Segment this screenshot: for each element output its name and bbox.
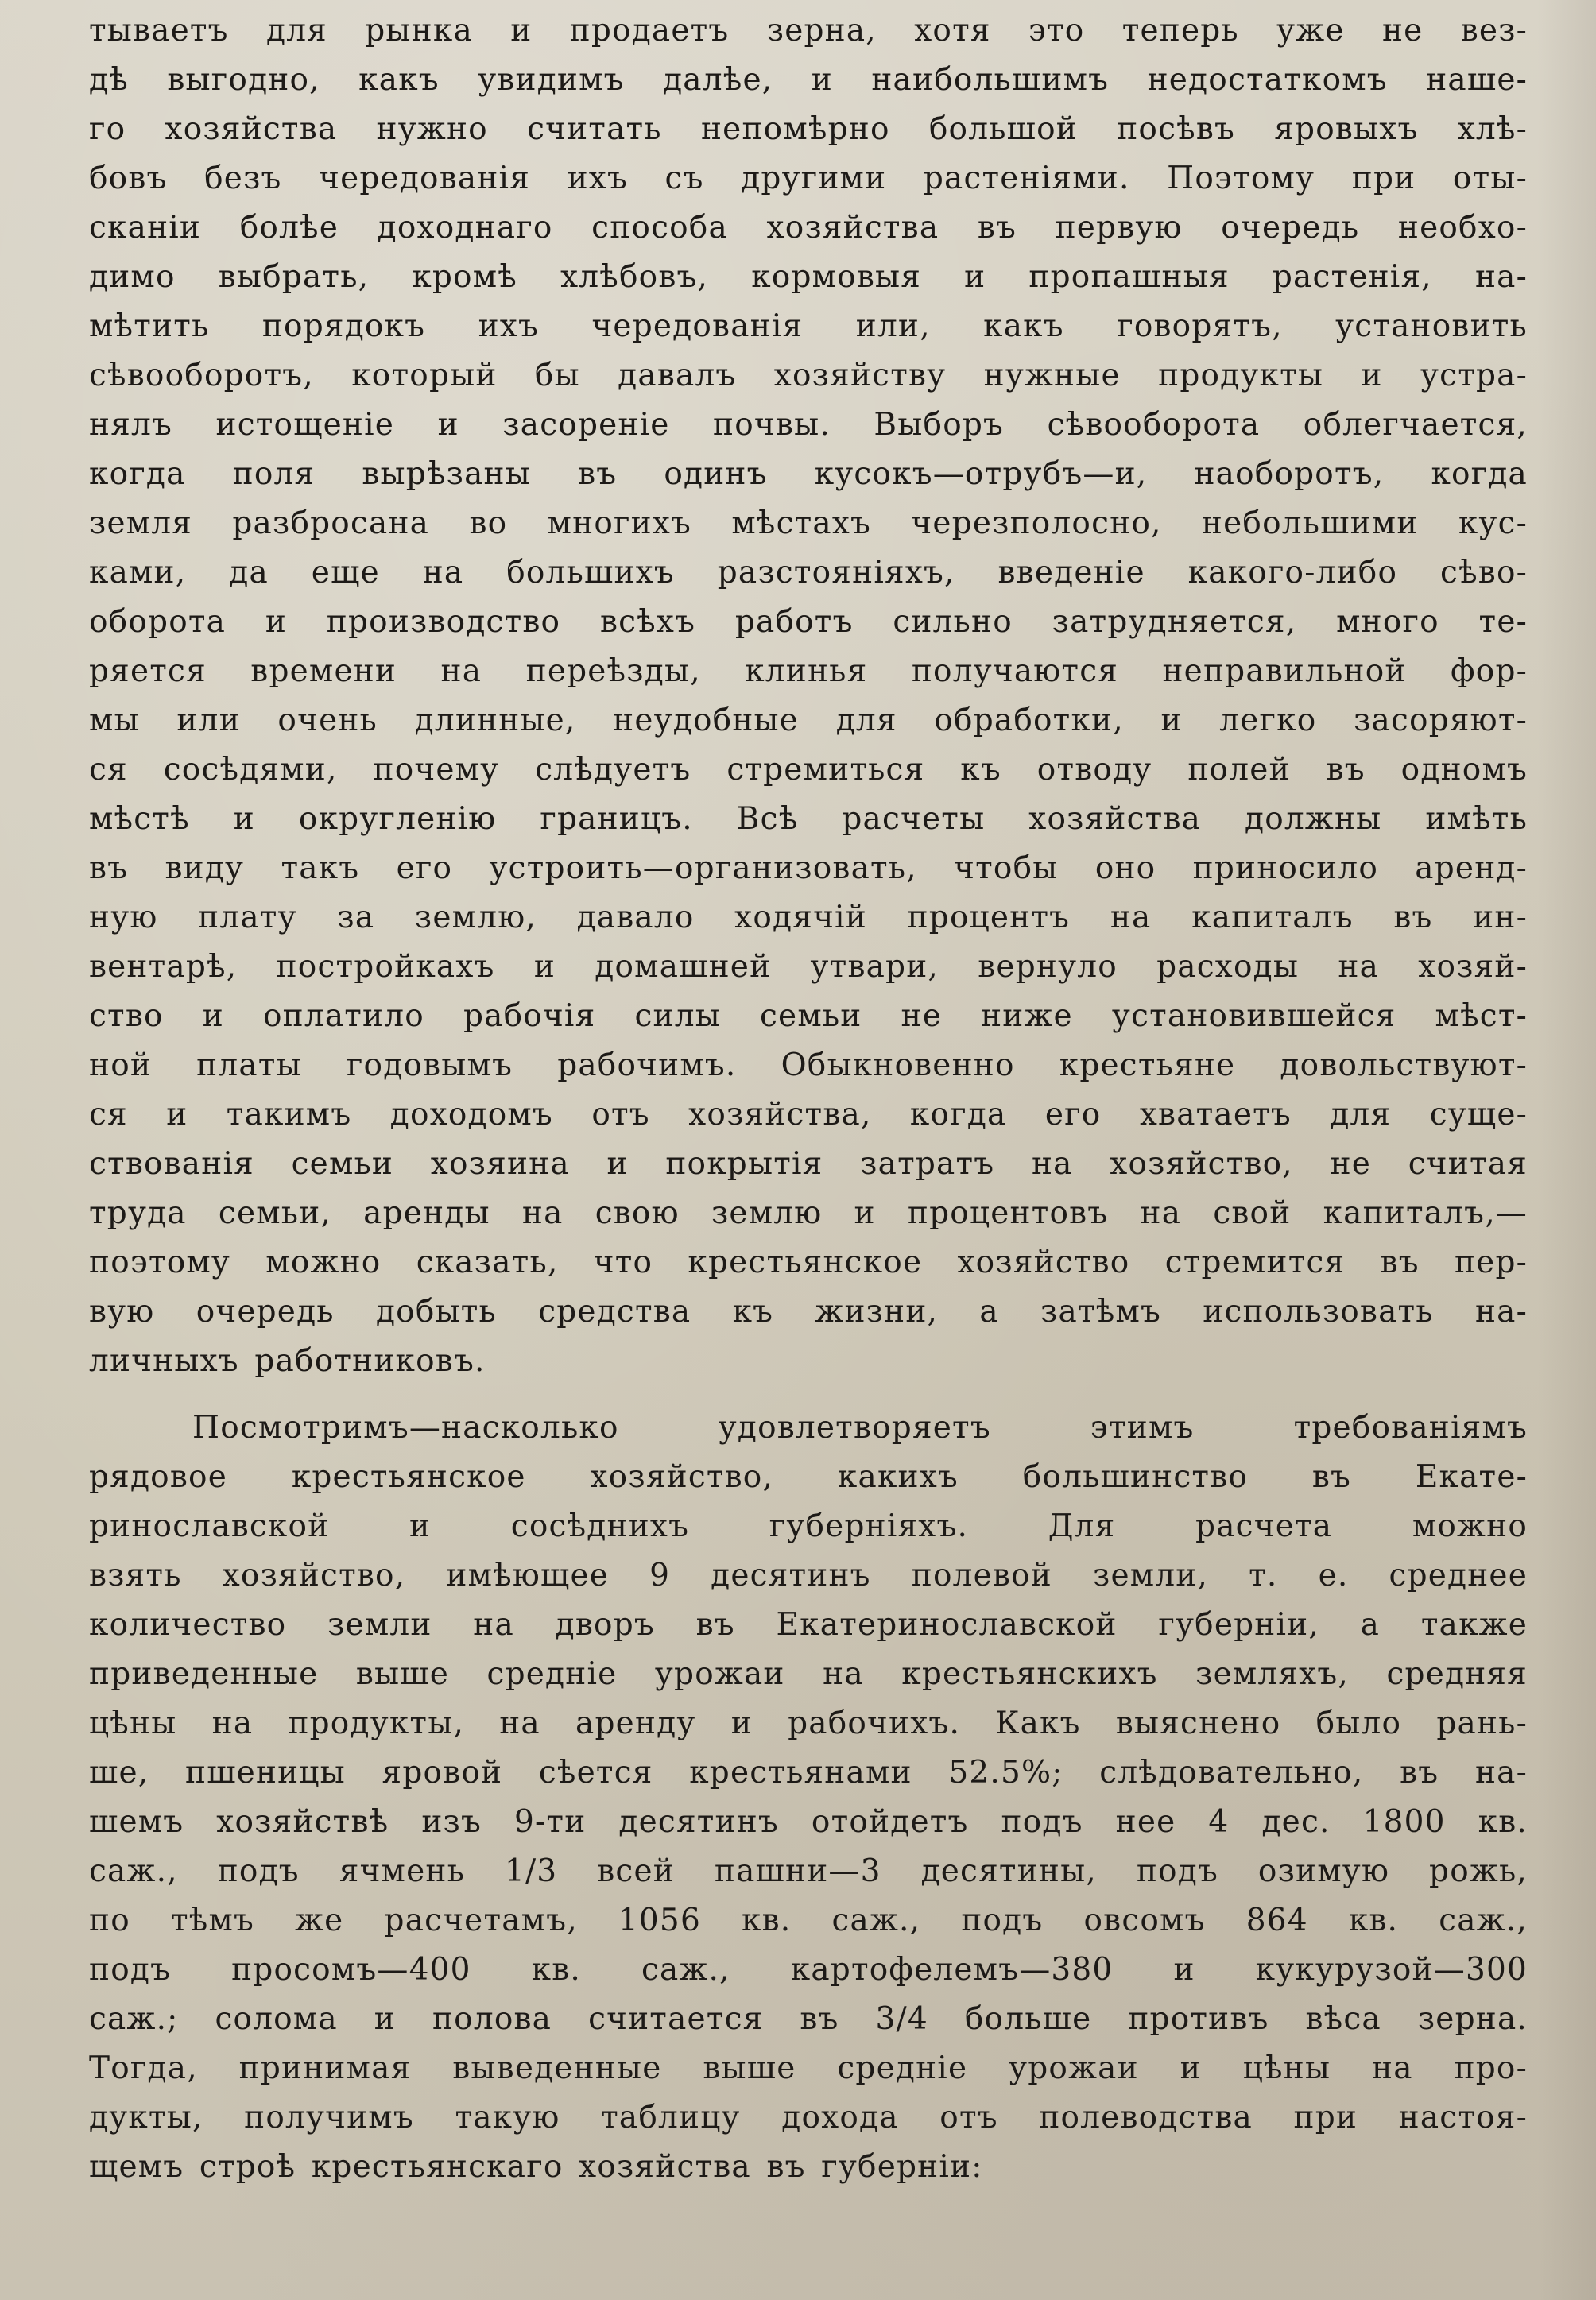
text-line: Тогда, принимая выведенные выше средніе урожаи и цѣны на про- [89,2050,1528,2086]
text-line: подъ просомъ—400 кв. саж., картофелемъ—380 и кукурузой—300 [89,1952,1528,1988]
text-line: щемъ строѣ крестьянскаго хозяйства въ губерніи: [89,2149,983,2185]
text-line: го хозяйства нужно считать непомѣрно большой посѣвъ яровыхъ хлѣ- [89,111,1528,147]
text-line: ную плату за землю, давало ходячій процентъ на капиталъ въ ин- [89,900,1528,935]
text-line: ринославской и сосѣднихъ губерніяхъ. Для расчета можно [89,1508,1528,1544]
body-text [89,6,1528,2192]
text-line: ряется времени на переѣзды, клинья получаются неправильной фор- [89,653,1528,689]
text-line: тываетъ для рынка и продаетъ зерна, хотя это теперь уже не вез- [89,13,1528,48]
text-line: мѣстѣ и округленію границъ. Всѣ расчеты хозяйства должны имѣть [89,801,1528,837]
text-line: рядовое крестьянское хозяйство, какихъ большинство въ Екате- [89,1459,1528,1495]
page-edge-shadow [1537,0,1596,2300]
text-line: нялъ истощеніе и засореніе почвы. Выборъ сѣвооборота облегчается, [89,407,1528,443]
text-line: саж., подъ ячмень 1/3 всей пашни—3 десятины, подъ озимую рожь, [89,1853,1528,1889]
text-line: ками, да еще на большихъ разстояніяхъ, введеніе какого-либо сѣво- [89,555,1528,590]
text-line: ся сосѣдями, почему слѣдуетъ стремиться къ отводу полей въ одномъ [89,752,1528,788]
paragraph-1 [89,6,1528,1386]
text-line: взять хозяйство, имѣющее 9 десятинъ полевой земли, т. е. среднее [89,1558,1528,1593]
text-line: въ виду такъ его устроить—организовать, чтобы оно приносило аренд- [89,850,1528,886]
text-line: земля разбросана во многихъ мѣстахъ черезполосно, небольшими кус- [89,505,1528,541]
text-line: ше, пшеницы яровой сѣется крестьянами 52.5%; слѣдовательно, въ на- [89,1755,1528,1791]
text-line: вентарѣ, постройкахъ и домашней утвари, вернуло расходы на хозяй- [89,949,1528,985]
text-line: по тѣмъ же расчетамъ, 1056 кв. саж., подъ овсомъ 864 кв. саж., [89,1903,1528,1938]
text-line: личныхъ работниковъ. [89,1343,486,1379]
text-line: ся и такимъ доходомъ отъ хозяйства, когда его хватаетъ для суще- [89,1097,1528,1133]
text-line: вую очередь добыть средства къ жизни, а затѣмъ использовать на- [89,1294,1528,1330]
text-line: поэтому можно сказать, что крестьянское хозяйство стремится въ пер- [89,1245,1528,1280]
text-line: Посмотримъ—насколько удовлетворяетъ этимъ требованіямъ [192,1410,1528,1446]
text-line: когда поля вырѣзаны въ одинъ кусокъ—отрубъ—и, наоборотъ, когда [89,456,1528,492]
text-line: оборота и производство всѣхъ работъ сильно затрудняется, много те- [89,604,1528,640]
text-line: бовъ безъ чередованія ихъ съ другими растеніями. Поэтому при оты- [89,161,1528,196]
text-line: сканіи болѣе доходнаго способа хозяйства въ первую очередь необхо- [89,210,1528,246]
text-line: приведенные выше средніе урожаи на крестьянскихъ земляхъ, средняя [89,1656,1528,1692]
text-line: мѣтить порядокъ ихъ чередованія или, какъ говорятъ, установить [89,308,1528,344]
text-line: цѣны на продукты, на аренду и рабочихъ. Какъ выяснено было рань- [89,1706,1528,1741]
text-line: дѣ выгодно, какъ увидимъ далѣе, и наибольшимъ недостаткомъ наше- [89,62,1528,98]
text-line: димо выбрать, кромѣ хлѣбовъ, кормовыя и пропашныя растенія, на- [89,259,1528,295]
text-line: ной платы годовымъ рабочимъ. Обыкновенно крестьяне довольствуют- [89,1047,1528,1083]
text-line: сѣвооборотъ, который бы давалъ хозяйству нужные продукты и устра- [89,358,1528,393]
paragraph-2 [89,1404,1528,2192]
text-line: ство и оплатило рабочія силы семьи не ниже установившейся мѣст- [89,998,1528,1034]
text-line: труда семьи, аренды на свою землю и процентовъ на свой капиталъ,— [89,1195,1528,1231]
text-line: шемъ хозяйствѣ изъ 9-ти десятинъ отойдетъ подъ нее 4 дес. 1800 кв. [89,1804,1528,1840]
text-line: количество земли на дворъ въ Екатеринославской губерніи, а также [89,1607,1528,1643]
text-line: ствованія семьи хозяина и покрытія затратъ на хозяйство, не считая [89,1146,1528,1182]
text-line: дукты, получимъ такую таблицу дохода отъ полеводства при настоя- [89,2100,1528,2135]
text-line: саж.; солома и полова считается въ 3/4 больше противъ вѣса зерна. [89,2001,1528,2037]
text-line: мы или очень длинные, неудобные для обработки, и легко засоряют- [89,703,1528,738]
